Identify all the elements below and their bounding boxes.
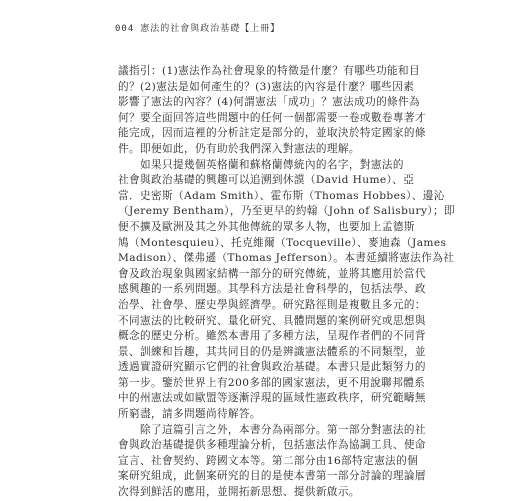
body-text — [118, 64, 456, 501]
text-line: 議指引：(1)憲法作為社會現象的特徵是什麼？有哪些功能和目 — [118, 65, 421, 77]
text-line: 中的州憲法或如歐盟等逐漸浮現的區域性憲政秩序，研究範疇無 — [118, 392, 426, 405]
running-head — [115, 22, 435, 36]
text-line: 案研究組成，此個案研究的目的是使本書第一部分討論的理論層 — [118, 470, 426, 483]
text-line: （Jeremy Bentham），乃至更早的約翰（John of Salisbury）；即 — [118, 205, 456, 218]
text-line: 會及政治現象與國家結構一部分的研究傳統，並將其應用於當代 — [118, 267, 426, 280]
text-line: 能完成，因而這裡的分析註定是部分的，並取決於特定國家的條 — [118, 127, 426, 140]
text-line: 所窮盡，請多問題尚待解答。 — [118, 408, 261, 421]
text-line: 感興趣的一系列問題。其學科方法是社會科學的，包括法學、政 — [118, 283, 426, 296]
text-line: 鳩（Montesquieu）、托克維爾（Tocqueville）、麥迪森（James — [118, 236, 447, 249]
paragraphs — [118, 64, 456, 501]
paragraph — [118, 64, 426, 158]
text-line: 宣言、社會契約、跨國文本等。第二部分由16部特定憲法的個 — [118, 454, 419, 467]
paragraph — [118, 423, 426, 501]
text-line: Madison）、傑弗遜（Thomas Jefferson）。本書延續將憲法作為社 — [118, 252, 455, 265]
text-line: 件。即便如此，仍有助於我們深入對憲法的理解。 — [118, 142, 360, 155]
text-line: 次得到鮮活的應用，並開拓新思想、提供新啟示。 — [118, 486, 360, 499]
running-head-title: 憲法的社會與政治基礎【上冊】 — [140, 24, 281, 34]
text-line: 會與政治基礎提供多種理論分析，包括憲法作為協調工具、使命 — [118, 439, 426, 452]
text-line: 的？(2)憲法是如何產生的？(3)憲法的內容是什麼？哪些因素 — [118, 80, 415, 93]
text-line: 透過實證研究顯示它們的社會與政治基礎。本書只是此類努力的 — [118, 361, 426, 374]
text-line: 第一步。鑒於世界上有200多部的國家憲法，更不用說聯邦體系 — [118, 376, 426, 389]
text-line: 社會與政治基礎的興趣可以追溯到休謨（David Hume）、亞 — [118, 174, 415, 187]
text-line: 如果只提幾個英格蘭和蘇格蘭傳統內的名字，對憲法的 — [118, 158, 404, 171]
text-line: 不同憲法的比較研究、量化研究、具體問題的案例研究或思想與 — [118, 314, 426, 327]
text-line: 除了這篇引言之外，本書分為兩部分。第一部分對憲法的社 — [118, 423, 426, 436]
text-line: 治學、社會學、歷史學與經濟學。研究路徑則是複數且多元的： — [118, 298, 426, 311]
text-line: 影響了憲法的內容？(4)何謂憲法「成功」？憲法成功的條件為 — [118, 96, 421, 109]
text-line: 何？要全面回答這些問題中的任何一個都需要一卷或數卷專著才 — [118, 111, 426, 124]
paragraph — [118, 158, 456, 423]
page-number: 004 — [115, 24, 135, 34]
text-line: 便不擴及歐洲及其之外其他傳統的眾多人物，也要加上孟德斯 — [118, 220, 415, 233]
text-line: 景、訓練和旨趣，其共同目的仍是辨識憲法體系的不同類型，並 — [118, 345, 426, 358]
text-line: 概念的歷史分析。雖然本書用了多種方法，呈現作者們的不同背 — [118, 330, 426, 343]
text-line: 當．史密斯（Adam Smith）、霍布斯（Thomas Hobbes）、邊沁 — [118, 189, 445, 202]
